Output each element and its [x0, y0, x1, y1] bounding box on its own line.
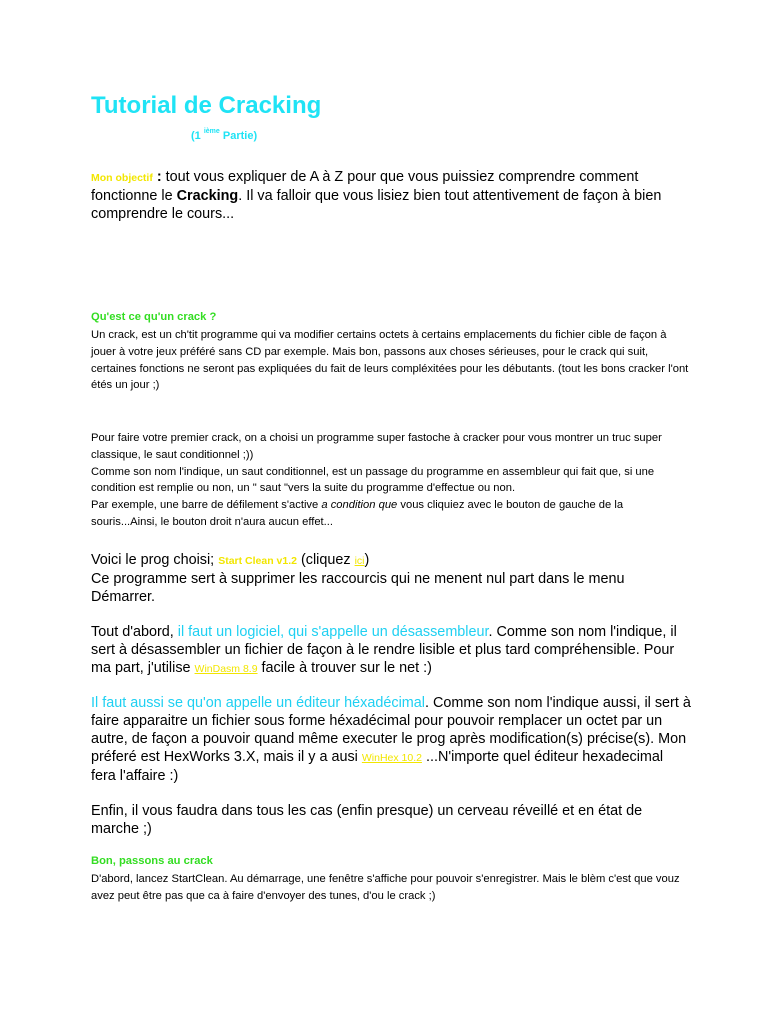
prog-mid: (cliquez — [296, 552, 355, 568]
winhex-link[interactable]: WinHex 10.2 — [361, 752, 422, 764]
intro-label: Mon objectif — [91, 172, 153, 184]
tools-p1-highlight: il faut un logiciel, qui s'appelle un désassembleur — [177, 624, 489, 640]
tools-paragraph-1 — [91, 623, 691, 678]
section-heading-start: Bon, passons au crack — [91, 855, 213, 867]
prog-name-link[interactable]: Start Clean v1.2 — [218, 555, 297, 567]
prog-post: ) — [364, 552, 370, 568]
section1-line-2: Comme son nom l'indique, un saut conditionnel, est un passage du programme en assembleur qui fait que, si une condition est remplie ou non, un " saut "vers la suite du programme d'effectue ou non. — [91, 465, 655, 495]
prog-line — [91, 551, 691, 570]
prog-pre: Voici le prog choisi; — [91, 552, 219, 568]
tools-p1-b: . Comme son nom l'indique, il sert à désassembler un fichier de façon à le rendre lisible et plus tard compréhensible. Pour ma part, j'utilise — [91, 624, 677, 676]
subtitle-pre: (1 — [191, 130, 204, 142]
section1-italic: a condition que — [321, 499, 398, 512]
section1-line-3a: Par exemple, une barre de défilement s'active — [91, 499, 322, 512]
tools-p2-b: ...N'importe quel éditeur hexadecimal fera l'affaire :) — [91, 749, 664, 784]
section1-line-3b: vous cliquiez avec le bouton de gauche de la souris...Ainsi, le bouton droit n'aura aucun effet... — [91, 499, 624, 528]
intro-text-1: tout vous expliquer de A à Z pour que vous puissiez comprendre comment fonctionne le — [91, 169, 639, 204]
tools-p2-a: . Comme son nom l'indique aussi, il sert à faire apparaitre un fichier sous forme héxadécimal pour pouvoir remplacer un octet par un autre, de façon a pouvoir quand même executer le prog après modification(s) précise(s). Mon préferé est HexWorks 3.X, mais il y a ausi — [91, 695, 691, 765]
prog-paragraph — [91, 551, 691, 606]
section-heading-crack: Qu'est ce qu'un crack ? — [91, 311, 217, 323]
intro-text-2: . Il va falloir que vous lisiez bien tout attentivement de façon à bien comprendre le cours... — [91, 188, 662, 222]
section1-paragraph-1: Un crack, est un ch'tit programme qui va modifier certains octets à certains emplacements du fichier cible de façon à jouer à votre jeux préféré sans CD par exemple. Mais bon, passons aux choses sérieuses, pour le crack qui suit, certaines fonctions ne seront pas expliquées du fait de leurs compléxitées pour les débutants. (tout les bons cracker l'ont étés un jour ;) — [91, 329, 689, 392]
section1-paragraph-2 — [91, 430, 691, 531]
intro-colon: : — [152, 169, 166, 185]
page-title: Tutorial de Cracking — [91, 92, 322, 119]
section2-paragraph-1: D'abord, lancez StartClean. Au démarrage, une fenêtre s'affiche pour pouvoir s'enregistrer. Mais le blèm c'est que vouz avez peut être pas que ca à faire d'envoyer des tunes, d'ou le crack ;) — [91, 873, 680, 902]
prog-description: Ce programme sert à supprimer les raccourcis qui ne menent nul part dans le menu Démarrer. — [91, 571, 625, 605]
tools-p1-c: facile à trouver sur le net :) — [257, 660, 432, 676]
tools-paragraph-3: Enfin, il vous faudra dans tous les cas (enfin presque) un cerveau réveillé et en état de marche ;) — [91, 803, 643, 837]
subtitle-post: Partie) — [219, 130, 258, 142]
tools-paragraph-2 — [91, 694, 691, 785]
windasm-link[interactable]: WinDasm 8.9 — [194, 663, 258, 675]
tools-p1-a: Tout d'abord, — [91, 624, 178, 640]
intro-bold-word: Cracking — [176, 188, 239, 204]
section1-line-1: Pour faire votre premier crack, on a choisi un programme super fastoche à cracker pour vous montrer un truc super classique, le saut conditionnel ;)) — [91, 432, 662, 461]
tools-p2-highlight: Il faut aussi se qu'on appelle un éditeur héxadécimal — [91, 695, 425, 711]
page-subtitle — [191, 128, 257, 142]
intro-paragraph — [91, 168, 691, 223]
section1-line-3 — [91, 497, 691, 531]
prog-download-link[interactable]: ici — [354, 555, 365, 567]
subtitle-superscript: ième — [203, 128, 220, 135]
